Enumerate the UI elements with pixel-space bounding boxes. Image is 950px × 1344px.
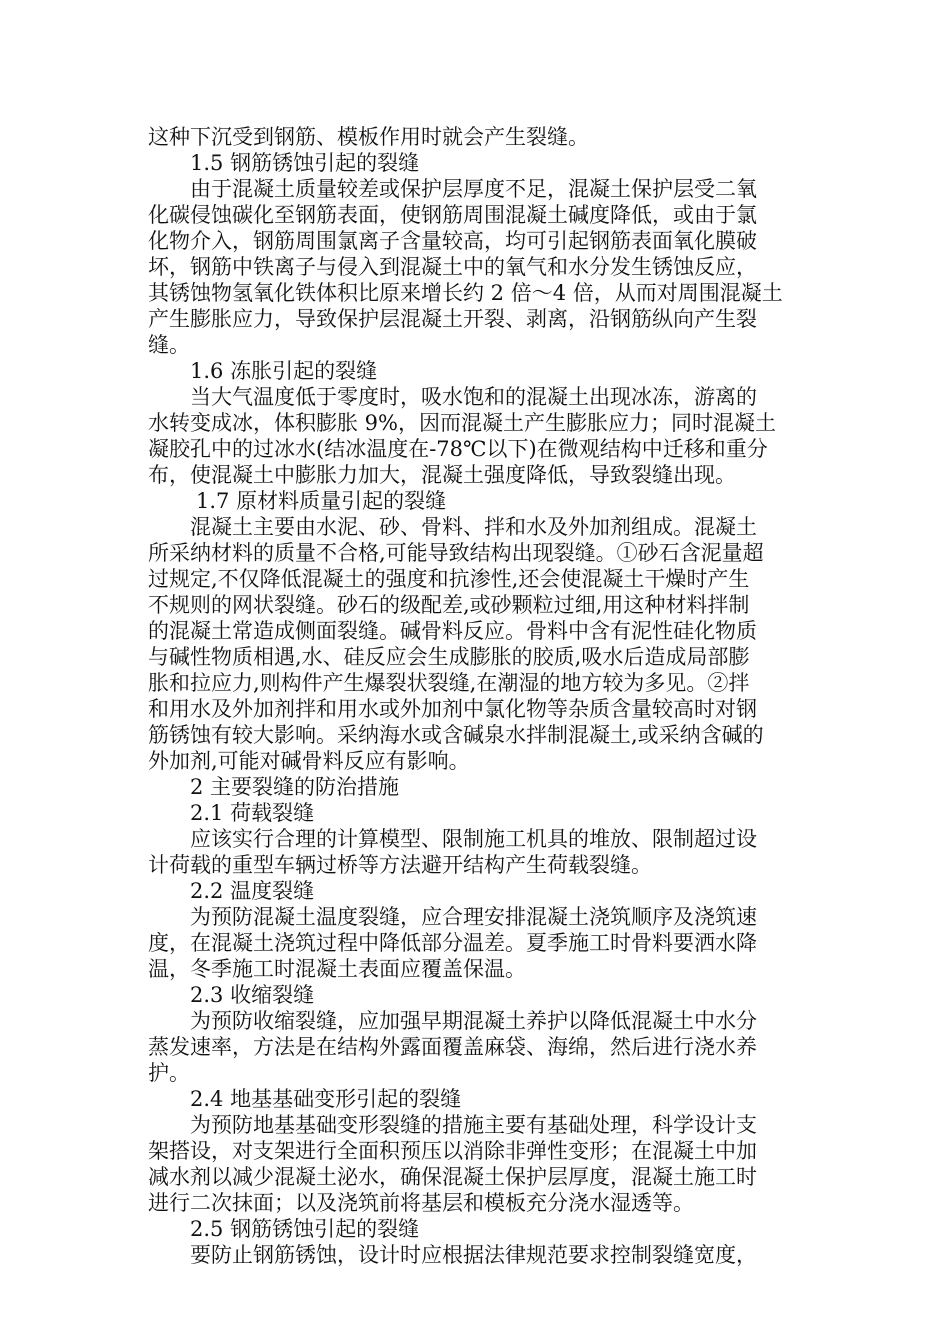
paragraph-line: 坏，钢筋中铁离子与侵入到混凝土中的氧气和水分发生锈蚀反应， — [148, 255, 757, 279]
paragraph-line: 由于混凝土质量较差或保护层厚度不足，混凝土保护层受二氧 — [190, 177, 757, 201]
section-heading: 2.4 地基基础变形引起的裂缝 — [190, 1087, 462, 1111]
paragraph-line: 进行二次抹面；以及浇筑前将基层和模板充分浇水湿透等。 — [148, 1191, 694, 1215]
paragraph-line: 与碱性物质相遇,水、硅反应会生成膨胀的胶质,吸水后造成局部膨 — [148, 645, 750, 669]
paragraph-line: 减水剂以减少混凝土泌水，确保混凝土保护层厚度，混凝土施工时 — [148, 1165, 757, 1189]
paragraph-line: 为预防地基基础变形裂缝的措施主要有基础处理，科学设计支 — [190, 1113, 757, 1137]
paragraph-line: 为预防混凝土温度裂缝，应合理安排混凝土浇筑顺序及浇筑速 — [190, 905, 757, 929]
paragraph-line: 和用水及外加剂拌和用水或外加剂中氯化物等杂质含量较高时对钢 — [148, 697, 757, 721]
paragraph-line: 胀和拉应力,则构件产生爆裂状裂缝,在潮湿的地方较为多见。②拌 — [148, 671, 750, 695]
paragraph-line: 布，使混凝土中膨胀力加大，混凝土强度降低，导致裂缝出现。 — [148, 463, 736, 487]
paragraph-line: 当大气温度低于零度时，吸水饱和的混凝土出现冰冻，游离的 — [190, 385, 757, 409]
paragraph-line: 温，冬季施工时混凝土表面应覆盖保温。 — [148, 957, 526, 981]
paragraph-line: 凝胶孔中的过冰水(结冰温度在-78℃以下)在微观结构中迁移和重分 — [148, 437, 768, 461]
paragraph-line: 蒸发速率，方法是在结构外露面覆盖麻袋、海绵，然后进行浇水养 — [148, 1035, 757, 1059]
paragraph-line: 护。 — [148, 1061, 190, 1085]
section-heading: 2.5 钢筋锈蚀引起的裂缝 — [190, 1217, 420, 1241]
section-heading: 1.5 钢筋锈蚀引起的裂缝 — [190, 151, 420, 175]
paragraph-line: 应该实行合理的计算模型、限制施工机具的堆放、限制超过设 — [190, 827, 757, 851]
paragraph-line: 的混凝土常造成侧面裂缝。碱骨料反应。骨料中含有泥性硅化物质 — [148, 619, 757, 643]
paragraph-line: 这种下沉受到钢筋、模板作用时就会产生裂缝。 — [148, 125, 589, 149]
paragraph-line: 不规则的网状裂缝。砂石的级配差,或砂颗粒过细,用这种材料拌制 — [148, 593, 750, 617]
paragraph-line: 其锈蚀物氢氧化铁体积比原来增长约 2 倍～4 倍，从而对周围混凝土 — [148, 281, 783, 305]
paragraph-line: 化碳侵蚀碳化至钢筋表面，使钢筋周围混凝土碱度降低，或由于氯 — [148, 203, 757, 227]
paragraph-line: 过规定,不仅降低混凝土的强度和抗渗性,还会使混凝土干燥时产生 — [148, 567, 750, 591]
paragraph-line: 筋锈蚀有较大影响。采纳海水或含碱泉水拌制混凝土,或采纳含碱的 — [148, 723, 764, 747]
paragraph-line: 缝。 — [148, 333, 190, 357]
section-heading: 1.7 原材料质量引起的裂缝 — [196, 489, 447, 513]
paragraph-line: 为预防收缩裂缝，应加强早期混凝土养护以降低混凝土中水分 — [190, 1009, 757, 1033]
paragraph-line: 外加剂,可能对碱骨料反应有影响。 — [148, 749, 470, 773]
paragraph-line: 产生膨胀应力，导致保护层混凝土开裂、剥离，沿钢筋纵向产生裂 — [148, 307, 757, 331]
section-heading: 1.6 冻胀引起的裂缝 — [190, 359, 378, 383]
section-heading: 2.2 温度裂缝 — [190, 879, 315, 903]
paragraph-line: 计荷载的重型车辆过桥等方法避开结构产生荷载裂缝。 — [148, 853, 652, 877]
paragraph-line: 混凝土主要由水泥、砂、骨料、拌和水及外加剂组成。混凝土 — [190, 515, 757, 539]
paragraph-line: 水转变成冰，体积膨胀 9%，因而混凝土产生膨胀应力；同时混凝土 — [148, 411, 776, 435]
section-heading: 2 主要裂缝的防治措施 — [190, 775, 400, 799]
paragraph-line: 化物介入，钢筋周围氯离子含量较高，均可引起钢筋表面氧化膜破 — [148, 229, 757, 253]
paragraph-line: 架搭设，对支架进行全面积预压以消除非弹性变形；在混凝土中加 — [148, 1139, 757, 1163]
section-heading: 2.1 荷载裂缝 — [190, 801, 315, 825]
paragraph-line: 度，在混凝土浇筑过程中降低部分温差。夏季施工时骨料要洒水降 — [148, 931, 757, 955]
paragraph-line: 所采纳材料的质量不合格,可能导致结构出现裂缝。①砂石含泥量超 — [148, 541, 764, 565]
section-heading: 2.3 收缩裂缝 — [190, 983, 315, 1007]
paragraph-line: 要防止钢筋锈蚀，设计时应根据法律规范要求控制裂缝宽度， — [190, 1243, 757, 1267]
